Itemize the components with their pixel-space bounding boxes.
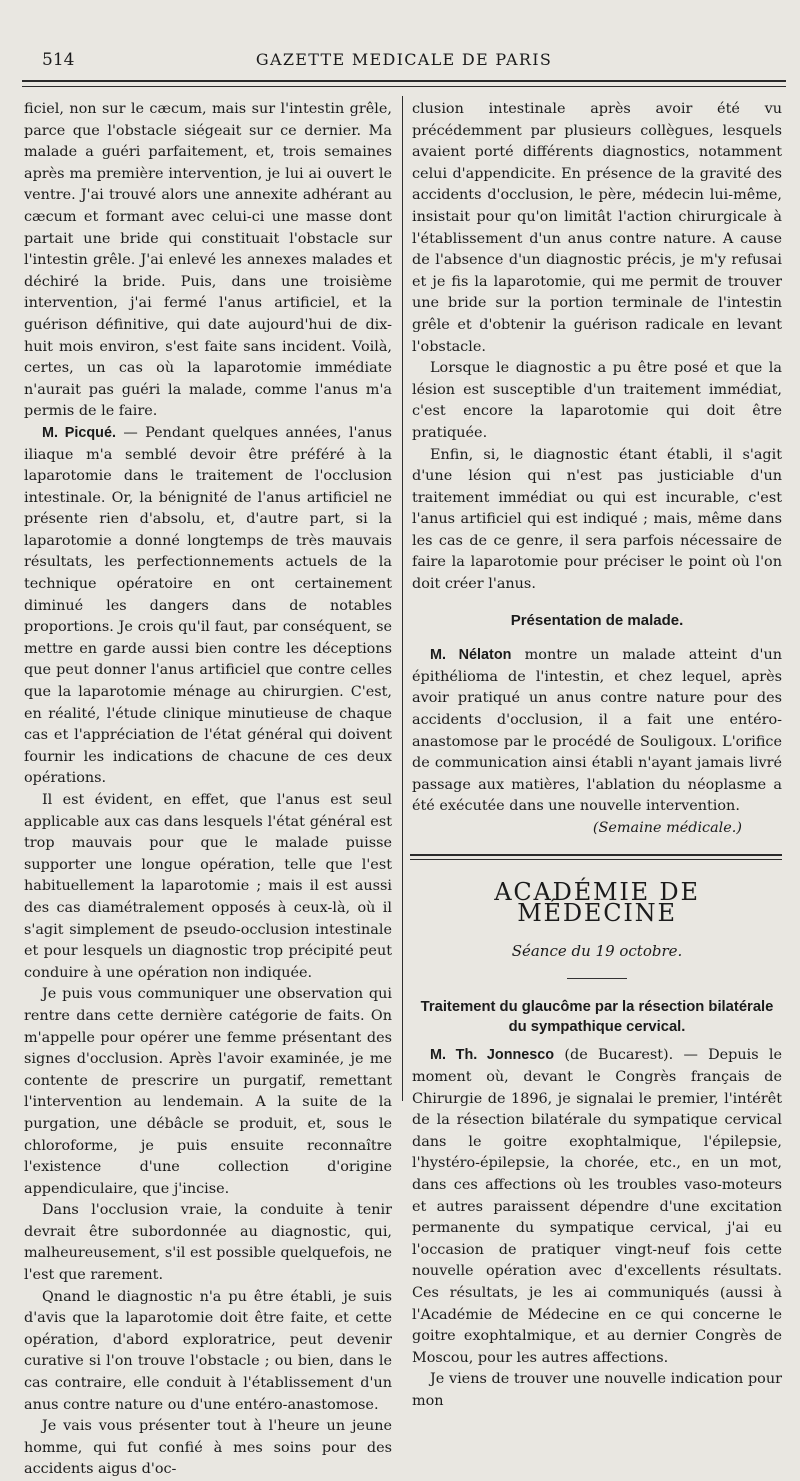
divider — [567, 978, 627, 979]
paragraph: Lorsque le diagnostic a pu être posé et que la lésion est susceptible d'un traitement immédiat, c'est encore la laparotomie qui doit être pratiquée. — [412, 360, 782, 441]
header-rule-thin — [22, 86, 786, 87]
citation: (Semaine médicale.) — [592, 820, 742, 836]
paragraph: Qnand le diagnostic n'a pu être établi, je suis d'avis que la laparotomie doit être faite, et cette opération, d'abord exploratrice, peut devenir curative si l'on trouve l'obstacle ; ou bien, dans le cas contraire, elle conduit à l'établissement d'un anus contre nature ou d'une entéro-anastomose. — [24, 1288, 392, 1413]
header-rule — [22, 80, 786, 82]
speaker-name: M. Picqué. — [42, 424, 116, 441]
page-number: 514 — [42, 50, 75, 70]
speaker-name: M. Th. Jonnesco — [430, 1047, 555, 1064]
speaker-name: M. Nélaton — [430, 647, 512, 664]
article-title: Traitement du glaucôme par la résection bilatérale du sympathique cervical. — [420, 999, 774, 1036]
column-divider — [402, 96, 403, 1101]
paragraph: M. Nélaton montre un malade atteint d'un épithélioma de l'intestin, et chez lequel, après avoir pratiqué un anus contre nature pour des accidents d'occlusion, il a fait une entéro-anastomose par le procédé de Souligoux. L'orifice de communication ainsi établi n'ayant jamais livré passage aux matières, l'ablation du néoplasme a été exécutée dans une nouvelle intervention. — [412, 647, 782, 815]
paragraph: clusion intestinale après avoir été vu précédemment par plusieurs collègues, lesquels avaient porté différents diagnostics, notamment celui d'appendicite. En présence de la gravité des accidents d'occlusion, le père, médecin lui-même, insistait pour qu'on limitât l'action chirurgicale à l'établissement d'un anus contre nature. A cause de l'absence d'un diagnostic précis, je m'y refusai et je fis la laparotomie, qui me permit de trouver une bride sur la portion terminale de l'intestin grêle et d'obtenir la guérison radicale en levant l'obstacle. — [412, 101, 782, 355]
paragraph: ficiel, non sur le cæcum, mais sur l'intestin grêle, parce que l'obstacle siégeait sur ce dernier. Ma malade a guéri parfaitement, et, trois semaines après ma première intervention, je lui ai ouvert le ventre. J'ai trouvé alors une annexite adhérant au cæcum et formant avec celui-ci une masse dont partait une bride qui constituait l'obstacle sur l'intestin grêle. J'ai enlevé les annexes malades et déchiré la bride. Puis, dans une troisième intervention, j'ai fermé l'anus artificiel, et la guérison définitive, qui date aujourd'hui de dix-huit mois environ, s'est faite sans incident. Voilà, certes, un cas où la laparotomie immédiate n'aurait pas guéri la malade, comme l'anus m'a permis de le faire. — [24, 101, 392, 420]
academy-title: ACADÉMIE DE MÉDECINE — [494, 877, 700, 928]
paragraph: M. Th. Jonnesco (de Bucarest). — Depuis le moment où, devant le Congrès français de Chirurgie de 1896, je signalai le premier, l'intérêt de la résection bilatérale du sympatique cervical dans le goitre exophtalmique, l'épilepsie, l'hystéro-épilepsie, la chorée, etc., en un mot, dans ces affections où les troubles vaso-moteurs et autres paraissent dépendre d'une excitation permanente du sympatique cervical, j'ai eu l'occasion de pratiquer vingt-neuf fois cette nouvelle opération avec d'excellents résultats. Ces résultats, je les ai communiqués (aussi à l'Académie de Médecine en ce qui concerne le goitre exophtalmique, et au dernier Congrès de Moscou, pour les autres affections. — [412, 1047, 782, 1366]
right-column — [412, 99, 782, 1412]
paragraph: Je puis vous communiquer une observation qui rentre dans cette dernière catégorie de faits. On m'appelle pour opérer une femme présentant des signes d'occlusion. Après l'avoir examinée, je me contente de prescrire un purgatif, remettant l'intervention au lendemain. A la suite de la purgation, une débâcle se produit, et, sous le chloroforme, je puis ensuite reconnaître l'existence d'une collection d'origine appendiculaire, que j'incise. — [24, 986, 392, 1197]
session-date: Séance du 19 octobre. — [511, 941, 683, 960]
paragraph: M. Picqué. — Pendant quelques années, l'anus iliaque m'a semblé devoir être préféré à la laparotomie dans le traitement de l'occlusion intestinale. Or, la bénignité de l'anus artificiel ne présente rien d'absolu, et, d'autre part, si la laparotomie a donné longtemps de très mauvais résultats, les perfectionnements actuels de la technique opératoire en ont certainement diminué les dangers dans de notables proportions. Je crois qu'il faut, par conséquent, se mettre en garde aussi bien contre les déceptions que peut donner l'anus artificiel que contre celles que la laparotomie ménage au chirurgien. C'est, en réalité, l'étude clinique minutieuse de chaque cas et l'appréciation de l'état général qui doivent fournir les indications de chacune de ces deux opérations. — [24, 424, 393, 787]
section-rule — [410, 854, 782, 860]
left-column — [24, 99, 392, 1481]
running-title: GAZETTE MEDICALE DE PARIS — [255, 50, 553, 69]
paragraph: Enfin, si, le diagnostic étant établi, il s'agit d'une lésion qui n'est pas justiciable d'un traitement immédiat ou qui est incurable, c'est l'anus artificiel qui est indiqué ; mais, même dans les cas de ce genre, il sera parfois nécessaire de faire la laparotomie pour préciser le point où l'on doit créer l'anus. — [412, 446, 782, 593]
paragraph: Dans l'occlusion vraie, la conduite à tenir devrait être subordonnée au diagnostic, qui, malheureusement, s'il est possible quelquefois, ne l'est que rarement. — [24, 1202, 392, 1284]
page-header — [28, 50, 780, 70]
section-heading: Présentation de malade. — [510, 611, 684, 629]
paragraph: Il est évident, en effet, que l'anus est seul applicable aux cas dans lesquels l'état général est trop mauvais pour que le malade puisse supporter une longue opération, telle que l'est habituellement la laparotomie ; mais il est aussi des cas diamétralement opposés à ceux-là, où il s'agit simplement de pseudo-occlusion intestinale et pour lesquels un diagnostic trop précipité peut conduire à une opération non indiquée. — [24, 792, 392, 981]
paragraph: Je viens de trouver une nouvelle indication pour mon — [412, 1371, 782, 1409]
paragraph: Je vais vous présenter tout à l'heure un jeune homme, qui fut confié à mes soins pour des accidents aigus d'oc- — [24, 1418, 392, 1478]
